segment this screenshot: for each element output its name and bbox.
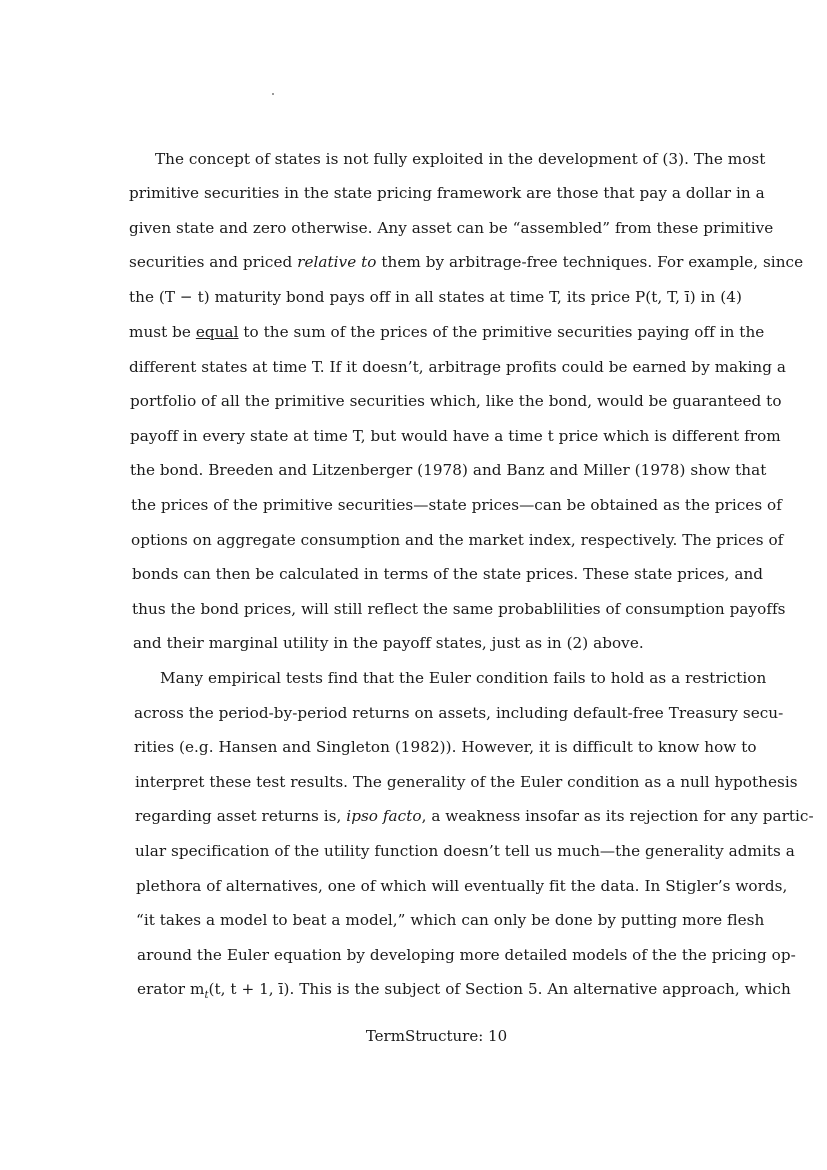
text-line: ular specification of the utility function doesn’t tell us much—the generality admits a: [135, 842, 795, 860]
subscript: t: [204, 990, 209, 1002]
text-line: different states at time T. If it doesn’t, arbitrage profits could be earned by making a: [129, 358, 787, 376]
text-run: regarding asset returns is,: [135, 807, 342, 825]
text-line: rities (e.g. Hansen and Singleton (1982)). However, it is difficult to know how to: [134, 738, 757, 756]
text-line: “it takes a model to beat a model,” which can only be done by putting more flesh: [136, 911, 765, 929]
text-line: bonds can then be calculated in terms of the state prices. These state prices, and: [132, 565, 764, 583]
text-run: erator m: [137, 980, 205, 998]
text-line: Many empirical tests find that the Euler condition fails to hold as a restriction: [160, 669, 767, 687]
text-line: primitive securities in the state pricing framework are those that pay a dollar in a: [129, 184, 765, 202]
text-line: payoff in every state at time T, but would have a time t price which is different from: [130, 427, 781, 445]
text-run: securities and priced: [129, 253, 293, 271]
text-run: them by arbitrage-free techniques. For example, since: [381, 253, 804, 271]
page-footer: TermStructure: 10: [365, 1027, 508, 1045]
emphasis: relative to: [297, 253, 377, 271]
text-line: The concept of states is not fully exploited in the development of (3). The most: [155, 150, 766, 168]
text-line: portfolio of all the primitive securities which, like the bond, would be guaranteed to: [130, 392, 782, 410]
text-line: across the period-by-period returns on assets, including default-free Treasury secu-: [134, 704, 784, 722]
text-line: the (T − t) maturity bond pays off in all states at time T, its price P(t, T, ī) in (4): [129, 288, 742, 306]
text-line: options on aggregate consumption and the market index, respectively. The prices of: [131, 531, 784, 549]
text-line: thus the bond prices, will still reflect the same probablilities of consumption payoffs: [132, 600, 786, 618]
text-run: to the sum of the prices of the primitive securities paying off in the: [243, 323, 765, 341]
text-line: the bond. Breeden and Litzenberger (1978) and Banz and Miller (1978) show that: [130, 461, 767, 479]
text-line: interpret these test results. The generality of the Euler condition as a null hypothesis: [135, 773, 798, 791]
text-line: [129, 322, 764, 342]
text-run: (t, t + 1, ī). This is the subject of Section 5. An alternative approach, which: [208, 980, 791, 998]
scan-speck: [272, 93, 274, 95]
text-run: , a weakness insofar as its rejection for any partic-: [421, 807, 814, 825]
text-line: the prices of the primitive securities—state prices—can be obtained as the prices of: [131, 496, 782, 514]
text-line: [129, 252, 803, 272]
text-line: around the Euler equation by developing more detailed models of the the pricing op-: [137, 946, 796, 964]
text-line: and their marginal utility in the payoff states, just as in (2) above.: [133, 634, 644, 652]
underlined-word: equal: [195, 323, 239, 341]
emphasis: ipso facto: [346, 807, 422, 825]
text-line: plethora of alternatives, one of which will eventually fit the data. In Stigler’s words,: [136, 877, 788, 895]
text-line: [135, 806, 814, 826]
text-run: must be: [129, 323, 191, 341]
text-line: given state and zero otherwise. Any asset can be “assembled” from these primitive: [129, 219, 774, 237]
text-line: [137, 979, 791, 1006]
